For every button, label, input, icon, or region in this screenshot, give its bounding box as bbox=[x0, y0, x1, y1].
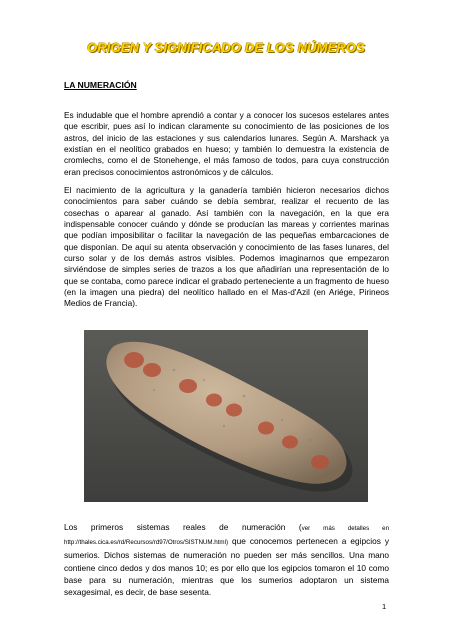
paragraph-3 bbox=[64, 521, 389, 598]
reference-link[interactable]: http://thales.cica.es/rd/Recursos/rd97/Otros/SISTNUM.html) bbox=[64, 539, 229, 547]
document-title: ORIGEN Y SIGNIFICADO DE LOS NÚMEROS bbox=[87, 40, 365, 55]
paragraph-3-start: Los primeros sistemas reales de numeración ( bbox=[64, 522, 302, 532]
paragraph-3-details-note: ver más detalles en bbox=[301, 525, 390, 532]
paragraph-3-end: que conocemos pertenecen a egipcios y sumerios. Dichos sistemas de numeración no pueden ser más sencillos. Una mano contiene cinco dedos y dos manos 10; es por ello que los egipcios tomaron el 10 como base para su numeración, mientras que los sumerios adoptaron un sistema sexagesimal, es decir, de base sesenta. bbox=[64, 536, 389, 598]
page-number: 1 bbox=[382, 602, 387, 611]
paragraph-2: El nacimiento de la agricultura y la ganadería también hicieron necesarios dichos conocimientos para saber cuándo se debía sembrar, realizar el recuento de las cosechas o aparear al ganado. Así también con la navegación, en la que era indispensable conocer cuándo y dónde se producían las mareas y corrientes marinas que podían imposibilitar o facilitar la navegación de las pequeñas embarcaciones de que disponían. De aquí su atenta observación y conocimiento de las fases lunares, del curso solar y de los demás astros visibles. Podemos imaginarnos que empezaron sirviéndose de simples series de trazos a los que añadirían una representación de lo que se contaba, como parece indicar el grabado perteneciente a un fragmento de hueso (en la imagen una piedra) del neolítico hallado en el Mas-d'Azil (en Ariége, Pirineos Medios de Francia). bbox=[64, 185, 389, 309]
paragraph-1: Es indudable que el hombre aprendió a contar y a conocer los sucesos estelares antes que escribir, pues así lo indican claramente su conocimiento de las posiciones de los astros, del inicio de las estaciones y sus calendarios lunares. Según A. Marshack ya existían en el neolítico grabados en hueso; y también lo demuestra la existencia de cromlechs, como el de Stonehenge, el más famoso de todos, para cuya construcción eran precisos conocimientos astronómicos y de cálculos. bbox=[64, 110, 389, 177]
section-heading: LA NUMERACIÓN bbox=[64, 80, 137, 90]
painted-pebble-photo bbox=[84, 330, 368, 502]
